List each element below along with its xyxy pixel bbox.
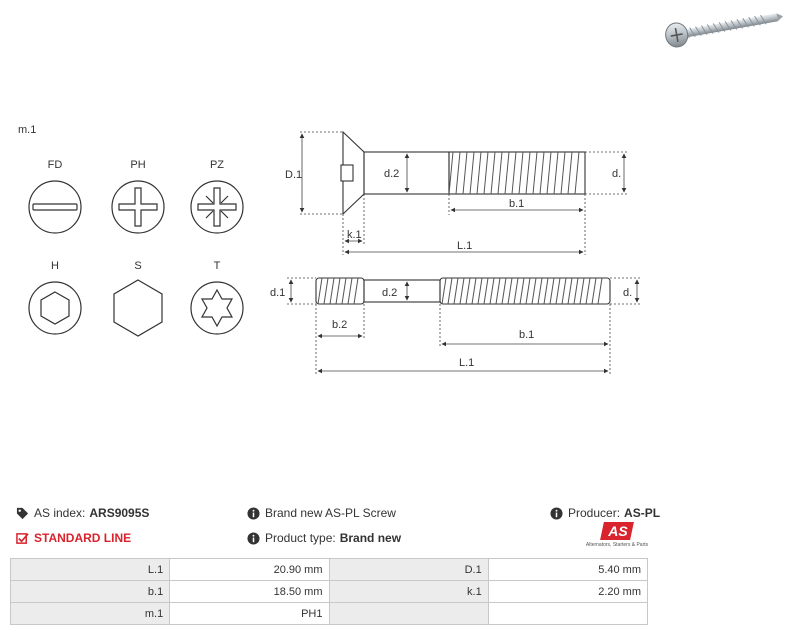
producer-value: AS-PL [624,506,661,520]
torx-drive-icon [191,282,243,334]
stud-label-d1: d.1 [270,287,286,299]
info-icon [247,532,260,545]
producer-row [550,506,660,520]
dim-label-b1: b.1 [509,198,525,210]
stud-label-b2: b.2 [332,319,348,331]
dim-label-L1: L.1 [457,240,473,252]
hex-socket-drive-icon [29,282,81,334]
standard-line-label: STANDARD LINE [34,531,132,545]
stud-screw-drawing [265,268,650,378]
product-photo [660,6,785,48]
spec-key: k.1 [329,581,488,603]
table-row [11,581,648,603]
info-icon [550,507,563,520]
stud-label-d2: d.2 [382,287,398,299]
spec-key: b.1 [11,581,170,603]
spec-key: m.1 [11,603,170,625]
drive-label-ph: PH [130,159,146,171]
standard-line-row [16,531,131,545]
spec-value: PH1 [170,603,329,625]
drive-section-label: m.1 [18,124,37,136]
producer-label: Producer: [568,506,621,520]
specs-table [10,558,648,625]
drive-label-s: S [134,260,142,272]
dim-label-d: d. [612,168,622,180]
description-text: Brand new AS-PL Screw [265,506,396,520]
spec-key: D.1 [329,559,488,581]
checkbox-icon [16,532,29,545]
spec-value: 20.90 mm [170,559,329,581]
drive-label-pz: PZ [209,159,225,171]
dim-label-D1: D.1 [285,169,303,181]
spec-value: 2.20 mm [488,581,647,603]
table-row [11,603,648,625]
product-type-label: Product type: [265,531,336,545]
spec-value: 18.50 mm [170,581,329,603]
product-type-value: Brand new [339,531,402,545]
product-type-row [247,531,401,545]
spec-key [329,603,488,625]
dim-label-k1: k.1 [347,229,362,241]
countersunk-screw-drawing [280,120,650,260]
info-icon [247,507,260,520]
as-index-row [16,506,149,520]
table-row [11,559,648,581]
spec-value [488,603,647,625]
pozidriv-drive-icon [191,181,243,233]
description-row [247,506,396,520]
drive-types-grid [0,150,270,350]
logo-text: AS [608,523,628,539]
phillips-drive-icon [112,181,164,233]
dim-label-d2: d.2 [384,168,400,180]
stud-label-L1: L.1 [459,357,475,369]
producer-logo [584,522,650,552]
drive-label-fd: FD [47,159,63,171]
as-index-value: ARS9095S [89,506,150,520]
hex-head-drive-icon [114,280,162,336]
logo-tagline: Alternators, Starters & Parts [585,542,649,548]
drive-label-t: T [213,260,221,272]
stud-label-d: d. [623,287,633,299]
spec-value: 5.40 mm [488,559,647,581]
slotted-drive-icon [29,181,81,233]
tags-icon [16,507,29,520]
stud-label-b1: b.1 [519,329,535,341]
spec-key: L.1 [11,559,170,581]
drive-label-h: H [51,260,59,272]
as-index-label: AS index: [34,506,86,520]
